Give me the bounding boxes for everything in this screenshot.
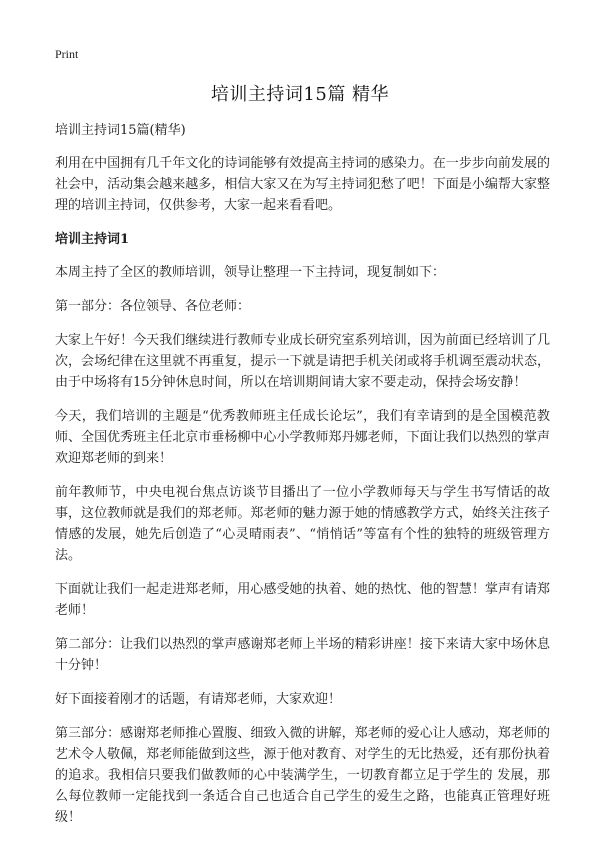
body-paragraph: 本周主持了全区的教师培训，领导让整理一下主持词，现复制如下： [55, 265, 446, 280]
document-subtitle: 培训主持词15篇(精华) [55, 123, 186, 138]
section-heading: 培训主持词1 [55, 232, 130, 247]
print-label: Print [55, 47, 79, 61]
body-paragraph: 今天，我们培训的主题是“优秀教师班主任成长论坛”，我们有幸请到的是全国模范教师、全国优秀班主任北京市垂杨柳中心小学教师郑丹娜老师，下面让我们以热烈的掌声欢迎郑老师的到来！ [55, 409, 550, 466]
page-title: 培训主持词15篇 精华 [210, 84, 390, 105]
intro-paragraph: 利用在中国拥有几千年文化的诗词能够有效提高主持词的感染力。在一步步向前发展的社会中，活动集会越来越多，相信大家又在为写主持词犯愁了吧！下面是小编帮大家整理的培训主持词，仅供参考，大家一起来看看吧。 [55, 156, 550, 213]
body-paragraph: 好下面接着刚才的话题，有请郑老师，大家欢迎！ [55, 692, 342, 707]
article-body [55, 120, 550, 841]
body-paragraph: 第一部分：各位领导、各位老师： [55, 299, 251, 314]
body-paragraph: 第二部分：让我们以热烈的掌声感谢郑老师上半场的精彩讲座！接下来请大家中场休息十分钟！ [55, 637, 550, 673]
body-paragraph: 第三部分：感谢郑老师推心置腹、细致入微的讲解，郑老师的爱心让人感动，郑老师的艺术令人敬佩，郑老师能做到这些，源于他对教育、对学生的无比热爱，还有那份执着的追求。我相信只要我们做教师的心中装满学生，一切教育都立足于学生的 发展，那么每位教师一定能找到一条适合自己也适合自己学生的爱生之路，也能真正管理好班级！ [55, 726, 550, 825]
body-paragraph: 下面就让我们一起走进郑老师，用心感受她的执着、她的热忱、他的智慧！掌声有请郑老师！ [55, 582, 550, 618]
body-paragraph: 前年教师节，中央电视台焦点访谈节目播出了一位小学教师每天与学生书写情话的故事，这位教师就是我们的郑老师。郑老师的魅力源于她的情感教学方式，始终关注孩子情感的发展，她先后创造了“心灵晴雨表”、“悄悄话”等富有个性的独特的班级管理方法。 [55, 485, 550, 563]
body-paragraph: 大家上午好！今天我们继续进行教师专业成长研究室系列培训，因为前面已经培训了几次，会场纪律在这里就不再重复，提示一下就是请把手机关闭或将手机调至震动状态，由于中场将有15分钟休息时间，所以在培训期间请大家不要走动，保持会场安静！ [55, 333, 550, 390]
